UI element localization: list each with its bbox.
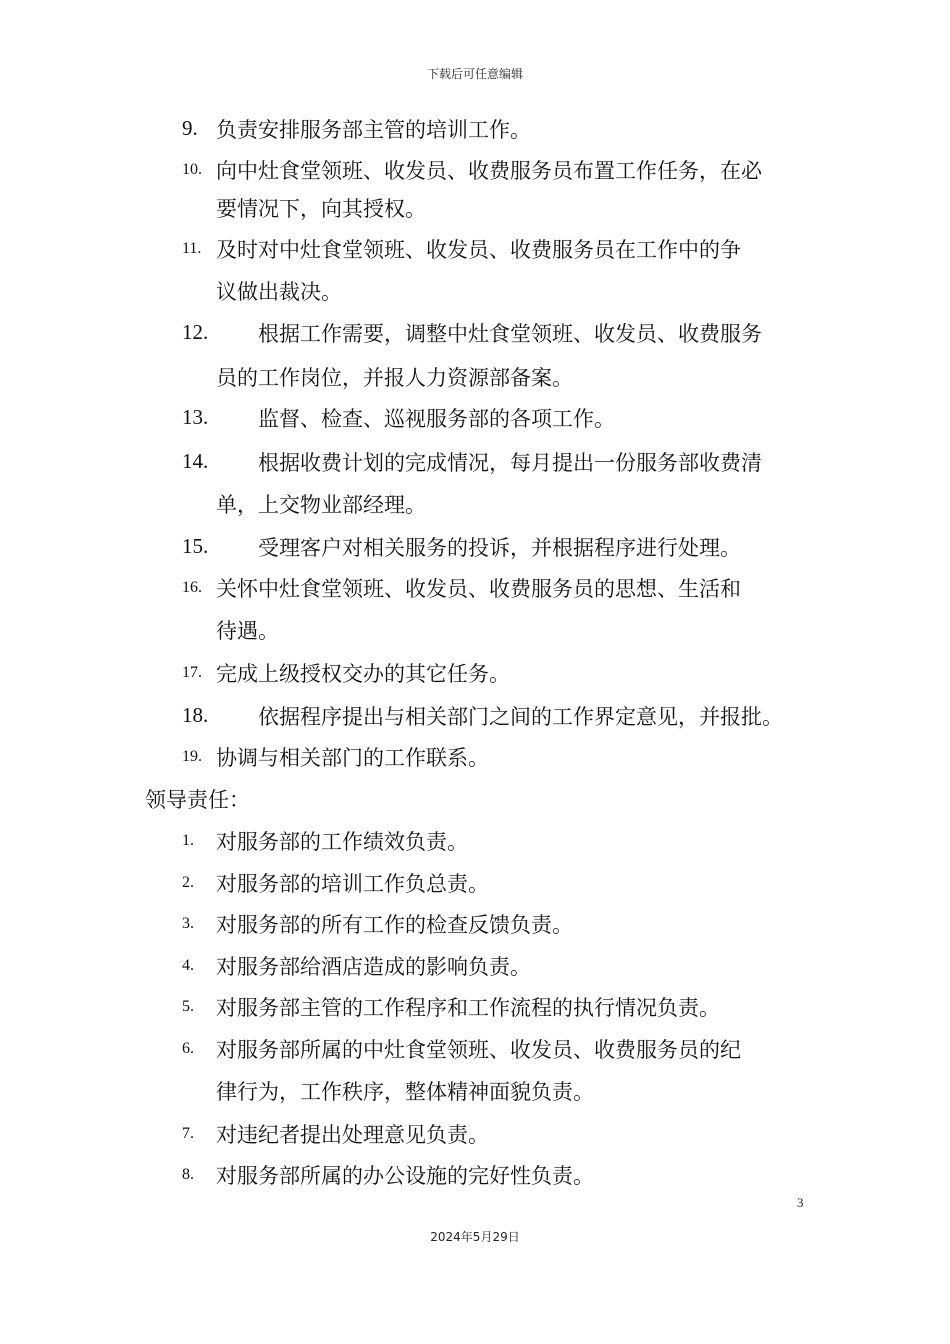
duty-item-number: 10.	[182, 161, 202, 178]
duty-item-text: 根据工作需要，调整中灶食堂领班、收发员、收费服务	[258, 322, 762, 346]
duty-item-number: 13.	[182, 405, 209, 429]
duty-item-text: 监督、检查、巡视服务部的各项工作。	[258, 407, 615, 431]
leadership-item-number: 2.	[182, 874, 194, 891]
leadership-item-text: 律行为，工作秩序，整体精神面貌负责。	[216, 1080, 594, 1104]
duty-item-text: 员的工作岗位，并报人力资源部备案。	[216, 366, 573, 390]
leadership-item-number: 6.	[182, 1040, 194, 1057]
duty-item-text: 关怀中灶食堂领班、收发员、收费服务员的思想、生活和	[216, 577, 741, 601]
duty-item-number: 14.	[182, 449, 209, 473]
duty-item-text: 完成上级授权交办的其它任务。	[216, 662, 510, 686]
duty-item-number: 18.	[182, 703, 209, 727]
leadership-item-number: 5.	[182, 998, 194, 1015]
page-footer-date: 2024年5月29日	[430, 1230, 520, 1244]
duty-item-number: 9.	[182, 116, 198, 140]
leadership-item-text: 对服务部的所有工作的检查反馈负责。	[216, 913, 573, 937]
leadership-item-number: 8.	[182, 1166, 194, 1183]
section-heading-leadership: 领导责任：	[145, 788, 250, 812]
leadership-item-text: 对服务部主管的工作程序和工作流程的执行情况负责。	[216, 996, 720, 1020]
leadership-item-number: 7.	[182, 1125, 194, 1142]
duty-item-text: 依据程序提出与相关部门之间的工作界定意见，并报批。	[258, 705, 783, 729]
duty-item-text: 向中灶食堂领班、收发员、收费服务员布置工作任务，在必	[216, 159, 762, 183]
duty-item-number: 11.	[182, 240, 202, 257]
leadership-item-number: 1.	[182, 832, 194, 849]
duty-item-number: 17.	[182, 664, 202, 681]
leadership-item-text: 对服务部的培训工作负总责。	[216, 872, 489, 896]
duty-item-text: 及时对中灶食堂领班、收发员、收费服务员在工作中的争	[216, 238, 741, 262]
leadership-item-text: 对违纪者提出处理意见负责。	[216, 1123, 489, 1147]
page-header: 下载后可任意编辑	[426, 67, 523, 81]
duty-item-number: 15.	[182, 534, 209, 558]
leadership-item-text: 对服务部给酒店造成的影响负责。	[216, 955, 531, 979]
duty-item-number: 19.	[182, 748, 202, 765]
duty-item-text: 受理客户对相关服务的投诉，并根据程序进行处理。	[258, 536, 741, 560]
leadership-item-number: 4.	[182, 957, 194, 974]
duty-item-number: 16.	[182, 579, 202, 596]
leadership-item-text: 对服务部所属的办公设施的完好性负责。	[216, 1164, 594, 1188]
duty-item-text: 负责安排服务部主管的培训工作。	[216, 118, 531, 142]
duty-item-number: 12.	[182, 320, 209, 344]
leadership-item-text: 对服务部所属的中灶食堂领班、收发员、收费服务员的纪	[216, 1038, 741, 1062]
duty-item-text: 协调与相关部门的工作联系。	[216, 746, 489, 770]
duty-item-text: 要情况下，向其授权。	[216, 197, 426, 221]
leadership-item-text: 对服务部的工作绩效负责。	[216, 830, 468, 854]
duty-item-text: 根据收费计划的完成情况，每月提出一份服务部收费清	[258, 451, 762, 475]
page-number: 3	[797, 1195, 804, 1210]
duty-item-text: 待遇。	[216, 619, 279, 643]
duty-item-text: 议做出裁决。	[216, 280, 342, 304]
leadership-item-number: 3.	[182, 915, 194, 932]
duty-item-text: 单，上交物业部经理。	[216, 493, 426, 517]
